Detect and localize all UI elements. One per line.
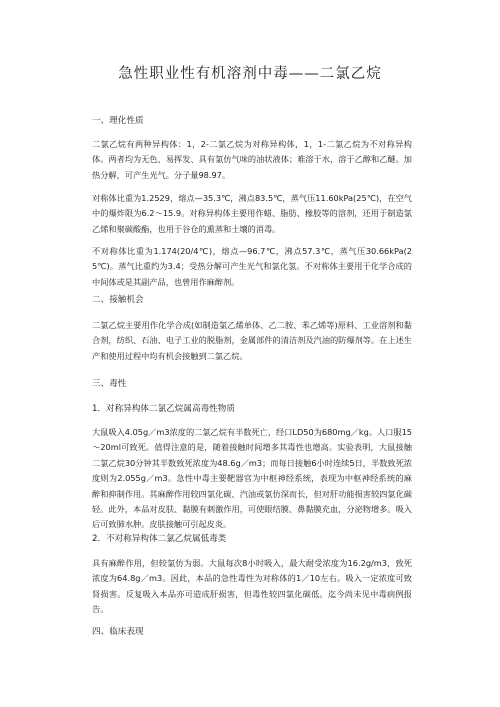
- document-title: 急性职业性有机溶剂中毒——二氯乙烷: [118, 66, 382, 82]
- section-heading-properties: 一、理化性质: [92, 116, 144, 126]
- section-heading-clinical: 四、临床表现: [92, 627, 144, 637]
- section-heading-toxicity: 三、毒性: [92, 379, 127, 389]
- subsection-heading-asymmetric-toxicity: 2．不对称异构体二氯乙烷属低毒类: [92, 534, 227, 544]
- section-heading-exposure: 二、接触机会: [92, 295, 144, 305]
- paragraph-isomers: 二氯乙烷有两种异构体：1，2-二氯乙烷为对称异构体，1，1-二氯乙烷为不对称异构体。两者均为无色、易挥发、具有氯仿气味的油状液体；难溶于水，溶于乙醇和乙醚。加热分解，可产生光气。分子量98.97。: [92, 139, 412, 180]
- paragraph-symmetric-toxicity: 大鼠吸入4.05g／m3浓度的二氯乙烷有半数死亡，经口LD50为680mg／kg。人口服15～20ml可致死。值得注意的是，随着接触时间增多其毒性也增高。实验表明，大鼠接触二氯乙烷30分钟其半数致死浓度为48.6g／m3；而每日接触6小时连续5日，半数致死浓度则为2.055g／m3。急性中毒主要靶器官为中枢神经系统，表现为中枢神经系统的麻醉和抑制作用。其麻醉作用较四氯化碳、汽油或氯仿深而长，但对肝功能损害较四氯化碳轻。此外，本品对皮肤、黏膜有刺激作用，可使眼结膜、鼻黏膜充血，分泌物增多。吸入后可致肺水肿。皮肤接触可引起皮炎。: [92, 427, 412, 530]
- paragraph-asymmetric: 不对称体比重为1.174(20/4℃)，熔点—96.7℃，沸点57.3℃，蒸气压30.66kPa(25℃)。蒸气比重约为3.4；受热分解可产生光气和氯化氢。不对称体主要用于化学合成的中间体或是其副产品，也曾用作麻醉剂。: [92, 246, 412, 287]
- paragraph-asymmetric-toxicity: 具有麻醉作用，但较氯仿为弱。大鼠每次8小时吸入，最大耐受浓度为16.2g/m3，致死浓度为64.8g／m3。因此，本品的急性毒性为对称体的1／10左右。吸入一定浓度可致肾损害。反复吸入本品亦可造成肝损害，但毒性较四氯化碳低。迄今尚未见中毒病例报告。: [92, 558, 412, 615]
- paragraph-symmetric: 对称体比重为1.2529，熔点—35.3℃，沸点83.5℃，蒸气压11.60kPa(25℃)，在空气中的爆炸限为6.2～15.9。对称异构体主要用作蜡、脂肪、橡胶等的溶剂，还用于制造氯乙烯和聚碳酸酯，也用于谷仓的熏蒸和土壤的消毒。: [92, 193, 412, 234]
- subsection-heading-symmetric-toxicity: 1．对称异构体二氯乙烷属高毒性物质: [92, 404, 235, 414]
- paragraph-exposure: 二氯乙烷主要用作化学合成(如制造氯乙烯单体、乙二胺、苯乙烯等)原料、工业溶剂和黏合剂，纺织、石油、电子工业的脱脂剂，金属部件的清洁剂及汽油的防爆剂等。在上述生产和使用过程中均有机会接触到二氯乙烷。: [92, 320, 412, 361]
